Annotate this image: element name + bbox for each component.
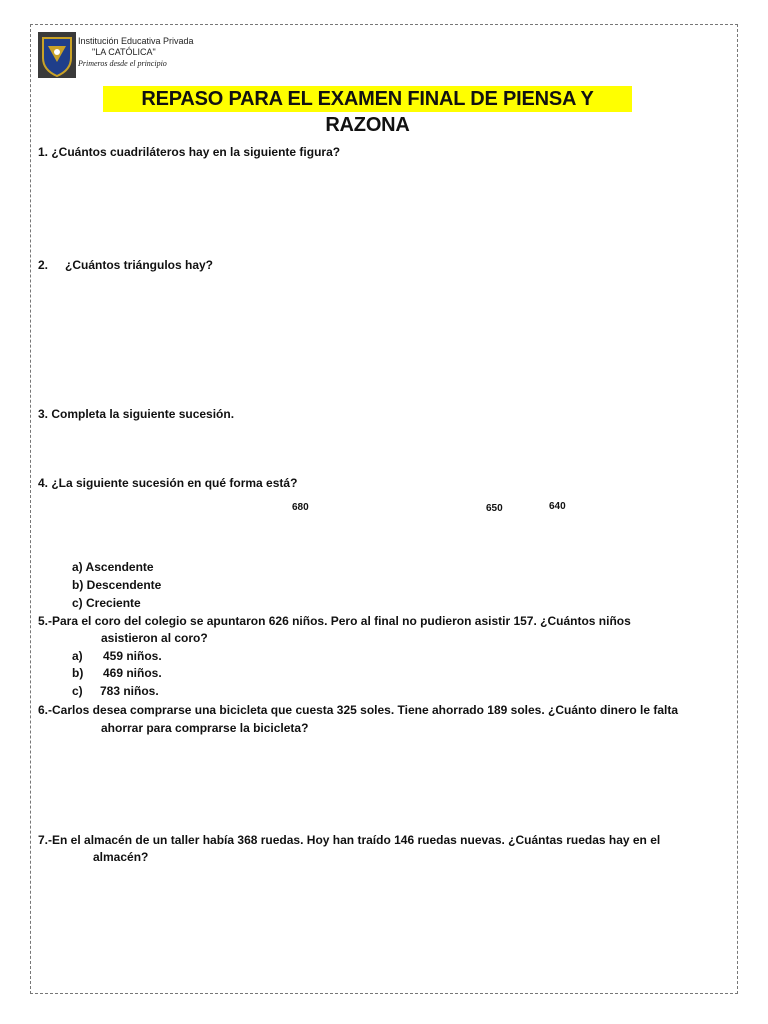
page-title: REPASO PARA EL EXAMEN FINAL DE PIENSA Y RAZONA: [103, 86, 632, 112]
option-letter: c): [72, 684, 83, 698]
question-6-line1: 6.-Carlos desea comprarse una bicicleta que cuesta 325 soles. Tiene ahorrado 189 soles. ¿Cuánto dinero le falta: [38, 703, 679, 717]
question-7-line2: almacén?: [93, 850, 149, 864]
option-value: 783 niños.: [100, 684, 159, 698]
option-letter: b): [72, 666, 84, 680]
crest-icon: [38, 32, 76, 78]
question-3: 3. Completa la siguiente sucesión.: [38, 407, 235, 421]
option-value: 469 niños.: [103, 666, 162, 680]
question-2-number: 2.: [38, 258, 49, 272]
option-item: b) Descendente: [72, 578, 162, 592]
question-7-line1: 7.-En el almacén de un taller había 368 ruedas. Hoy han traído 146 ruedas nuevas. ¿Cuántas ruedas hay en el: [38, 833, 661, 847]
sequence-value: 680: [292, 502, 309, 513]
school-logo: [38, 32, 196, 80]
question-5-line1: 5.-Para el coro del colegio se apuntaron 626 niños. Pero al final no pudieron asistir 157. ¿Cuántos niños: [38, 614, 631, 628]
institution-line2: "LA CATÓLICA": [92, 47, 156, 57]
question-4: 4. ¿La siguiente sucesión en qué forma está?: [38, 476, 298, 490]
question-6-line2: ahorrar para comprarse la bicicleta?: [101, 721, 309, 735]
sequence-value: 650: [486, 503, 503, 514]
question-1: 1. ¿Cuántos cuadriláteros hay en la siguiente figura?: [38, 145, 341, 159]
question-2: ¿Cuántos triángulos hay?: [65, 258, 214, 272]
option-value: 459 niños.: [103, 649, 162, 663]
institution-motto: Primeros desde el principio: [78, 59, 167, 68]
institution-line1: Institución Educativa Privada: [78, 36, 194, 46]
sequence-value: 640: [549, 501, 566, 512]
institution-name: [78, 36, 196, 69]
option-item: a) Ascendente: [72, 560, 154, 574]
option-item: c) Creciente: [72, 596, 141, 610]
question-5-line2: asistieron al coro?: [101, 631, 208, 645]
option-letter: a): [72, 649, 83, 663]
